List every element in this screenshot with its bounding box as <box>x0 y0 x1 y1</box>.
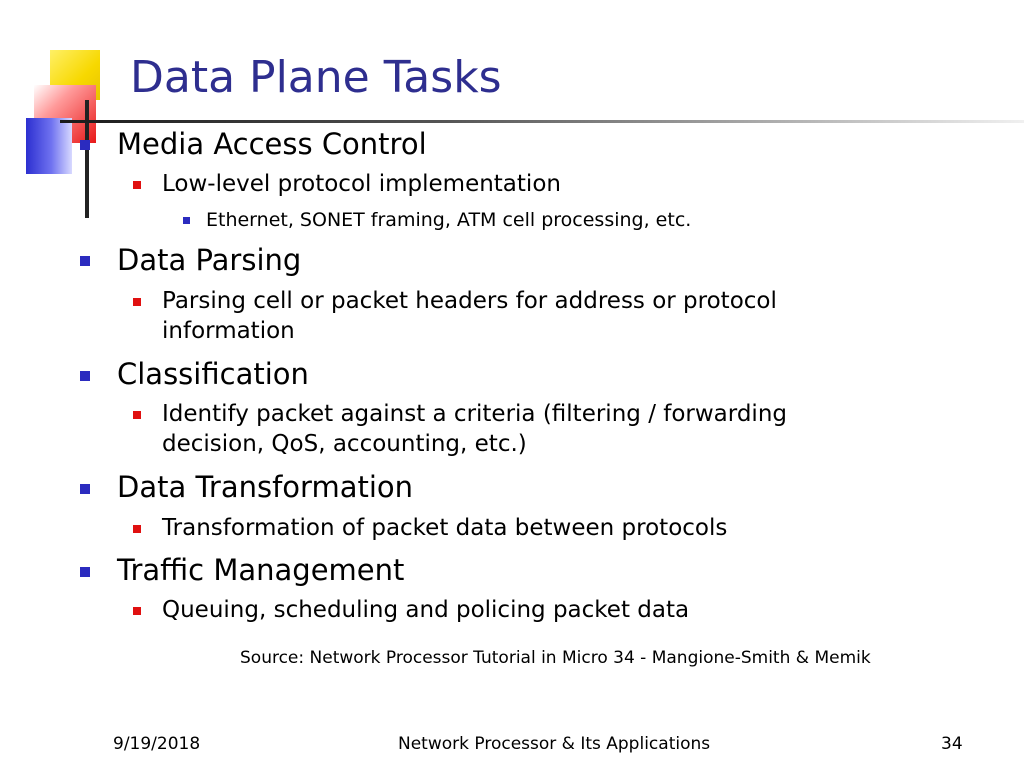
page-number: 34 <box>941 734 963 754</box>
bullet-marker <box>80 140 90 150</box>
sub-bullet-marker <box>133 411 141 419</box>
bullet-data-parsing: Data Parsing <box>117 243 302 277</box>
bullet-traffic-management: Traffic Management <box>117 553 405 587</box>
sub-bullet-marker <box>133 525 141 533</box>
sub-sub-bullet-marker <box>183 217 190 224</box>
sub-bullet-parsing-headers-line1: Parsing cell or packet headers for address or protocol <box>162 288 777 314</box>
bullet-marker <box>80 256 90 266</box>
sub-bullet-marker <box>133 607 141 615</box>
footer-date: 9/19/2018 <box>113 734 201 754</box>
sub-bullet-identify-packet-line1: Identify packet against a criteria (filtering / forwarding <box>162 401 787 427</box>
sub-bullet-parsing-headers-line2: information <box>162 318 295 344</box>
slide-title: Data Plane Tasks <box>130 52 502 103</box>
bullet-marker <box>80 484 90 494</box>
sub-bullet-marker <box>133 298 141 306</box>
sub-bullet-identify-packet-line2: decision, QoS, accounting, etc.) <box>162 431 527 457</box>
sub-bullet-low-level-protocol: Low-level protocol implementation <box>162 171 561 197</box>
sub-bullet-transformation: Transformation of packet data between protocols <box>162 515 728 541</box>
bullet-media-access-control: Media Access Control <box>117 127 427 161</box>
sub-sub-bullet-ethernet-sonet: Ethernet, SONET framing, ATM cell processing, etc. <box>206 209 692 231</box>
source-citation: Source: Network Processor Tutorial in Micro 34 - Mangione-Smith & Memik <box>240 648 871 668</box>
bullet-marker <box>80 567 90 577</box>
bullet-classification: Classification <box>117 357 309 391</box>
bullet-data-transformation: Data Transformation <box>117 470 414 504</box>
sub-bullet-queuing: Queuing, scheduling and policing packet data <box>162 597 690 623</box>
sub-bullet-marker <box>133 181 141 189</box>
bullet-marker <box>80 371 90 381</box>
footer-title: Network Processor & Its Applications <box>398 734 711 754</box>
